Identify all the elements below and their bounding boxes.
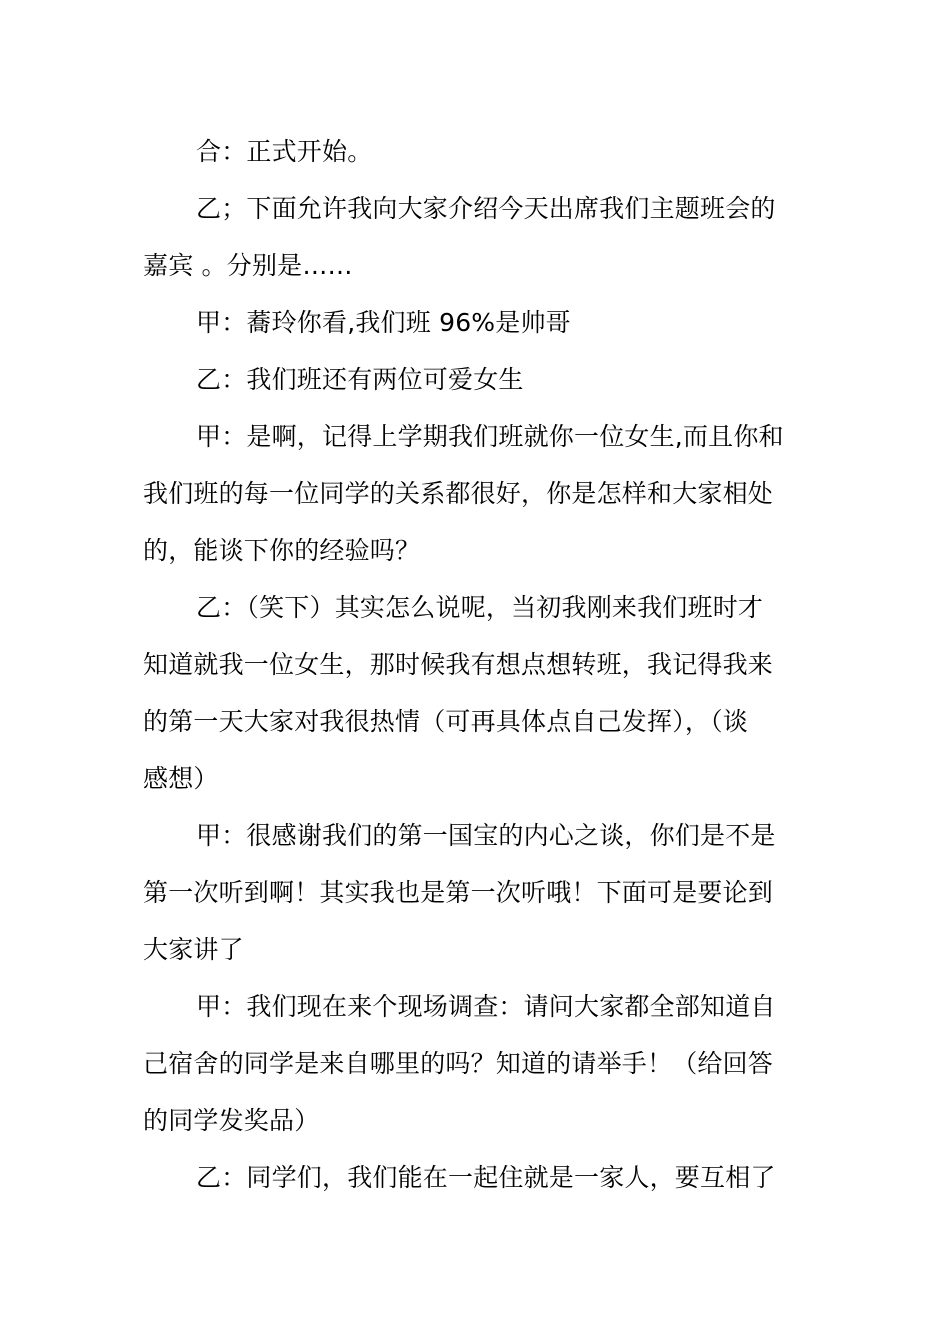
line-9: 乙：（笑下）其实怎么说呢，当初我刚来我们班时才 (196, 593, 764, 622)
line-4: 甲：蕎玲你看,我们班 96%是帅哥 (196, 308, 571, 337)
line-8: 的，能谈下你的经验吗？ (143, 536, 421, 565)
line-13: 甲：很感谢我们的第一国宝的内心之谈，你们是不是 (196, 821, 776, 850)
line-10: 知道就我一位女生，那时候我有想点想转班，我记得我来 (143, 650, 774, 679)
line-18: 的同学发奖品） (143, 1106, 320, 1135)
line-19: 乙：同学们，我们能在一起住就是一家人，要互相了 (196, 1163, 776, 1192)
line-17: 己宿舍的同学是来自哪里的吗？知道的请举手！（给回答 (143, 1049, 774, 1078)
line-1: 合：正式开始。 (196, 137, 373, 166)
line-16: 甲：我们现在来个现场调查：请问大家都全部知道自 (196, 992, 776, 1021)
line-12: 感想） (143, 764, 219, 793)
line-14: 第一次听到啊！其实我也是第一次听哦！下面可是要论到 (143, 878, 774, 907)
line-15: 大家讲了 (143, 935, 244, 964)
line-7: 我们班的每一位同学的关系都很好，你是怎样和大家相处 (143, 479, 774, 508)
line-3: 嘉宾 。分别是…… (143, 251, 353, 280)
line-11: 的第一天大家对我很热情（可再具体点自己发挥），（谈 (143, 707, 749, 736)
line-6: 甲：是啊，记得上学期我们班就你一位女生,而且你和 (196, 422, 784, 451)
line-5: 乙：我们班还有两位可爱女生 (196, 365, 524, 394)
line-2: 乙；下面允许我向大家介绍今天出席我们主题班会的 (196, 194, 776, 223)
